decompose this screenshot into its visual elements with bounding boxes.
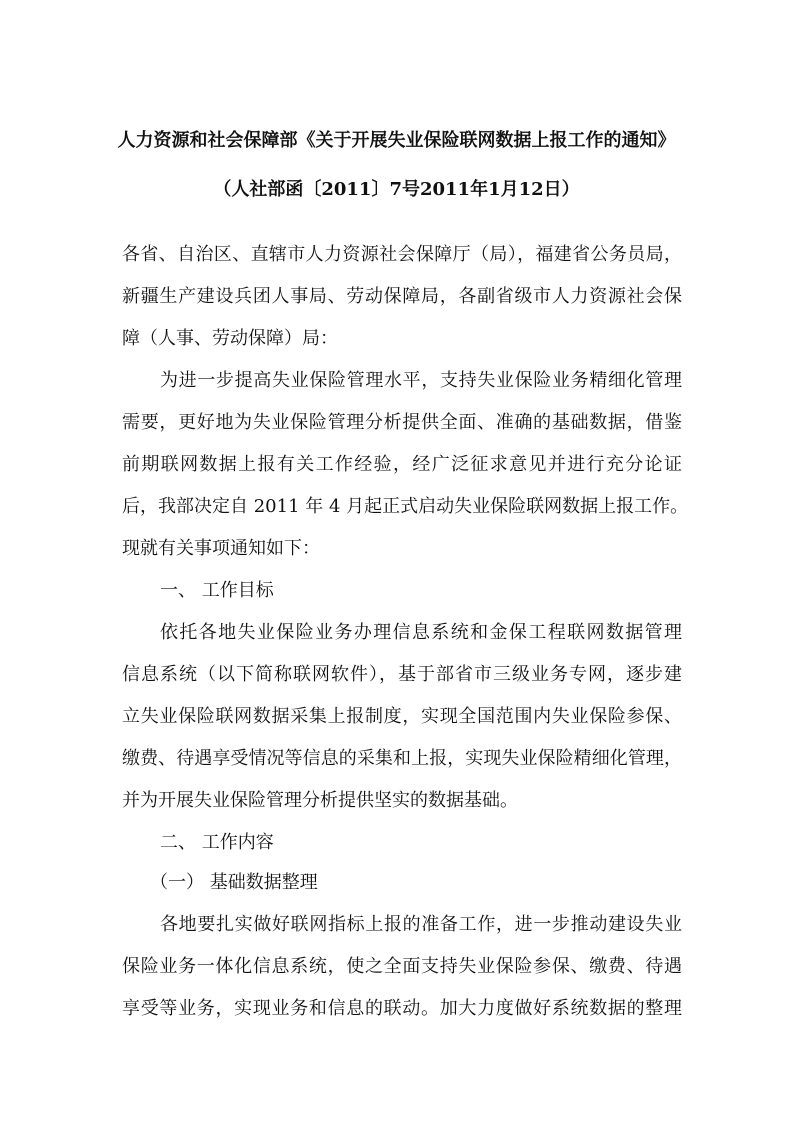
section1-line: 信息系统（以下简称联网软件），基于部省市三级业务专网，逐步建 bbox=[122, 664, 682, 685]
document-title: 人力资源和社会保障部《关于开展失业保险联网数据上报工作的通知》 bbox=[117, 130, 676, 151]
intro-line: 前期联网数据上报有关工作经验，经广泛征求意见并进行充分论证 bbox=[122, 454, 682, 475]
intro-line: 后，我部决定自 2011 年 4 月起正式启动失业保险联网数据上报工作。 bbox=[122, 496, 689, 517]
intro-line: 为进一步提高失业保险管理水平，支持失业保险业务精细化管理 bbox=[160, 370, 682, 391]
subsection-heading-data: （一） 基础数据整理 bbox=[150, 872, 318, 893]
section1-line: 立失业保险联网数据采集上报制度，实现全国范围内失业保险参保、 bbox=[122, 706, 682, 727]
section1-line: 缴费、待遇享受情况等信息的采集和上报，实现失业保险精细化管理， bbox=[122, 748, 682, 769]
subsection1-line: 保险业务一体化信息系统，使之全面支持失业保险参保、缴费、待遇 bbox=[122, 956, 682, 977]
section1-line: 依托各地失业保险业务办理信息系统和金保工程联网数据管理 bbox=[160, 622, 682, 643]
addressee-line: 各省、自治区、直辖市人力资源社会保障厅（局），福建省公务员局， bbox=[122, 244, 682, 265]
subsection1-line: 享受等业务，实现业务和信息的联动。加大力度做好系统数据的整理 bbox=[122, 998, 682, 1019]
section-heading-content: 二、 工作内容 bbox=[160, 832, 274, 853]
section1-line: 并为开展失业保险管理分析提供坚实的数据基础。 bbox=[122, 790, 518, 811]
addressee-line: 新疆生产建设兵团人事局、劳动保障局，各副省级市人力资源社会保 bbox=[122, 286, 682, 307]
document-reference: （人社部函〔2011〕7号2011年1月12日） bbox=[213, 179, 580, 200]
subsection1-line: 各地要扎实做好联网指标上报的准备工作，进一步推动建设失业 bbox=[160, 914, 682, 935]
addressee-line: 障（人事、劳动保障）局： bbox=[122, 328, 338, 349]
intro-line: 需要，更好地为失业保险管理分析提供全面、准确的基础数据，借鉴 bbox=[122, 412, 682, 433]
intro-line: 现就有关事项通知如下： bbox=[122, 538, 320, 559]
section-heading-goals: 一、 工作目标 bbox=[160, 580, 274, 601]
